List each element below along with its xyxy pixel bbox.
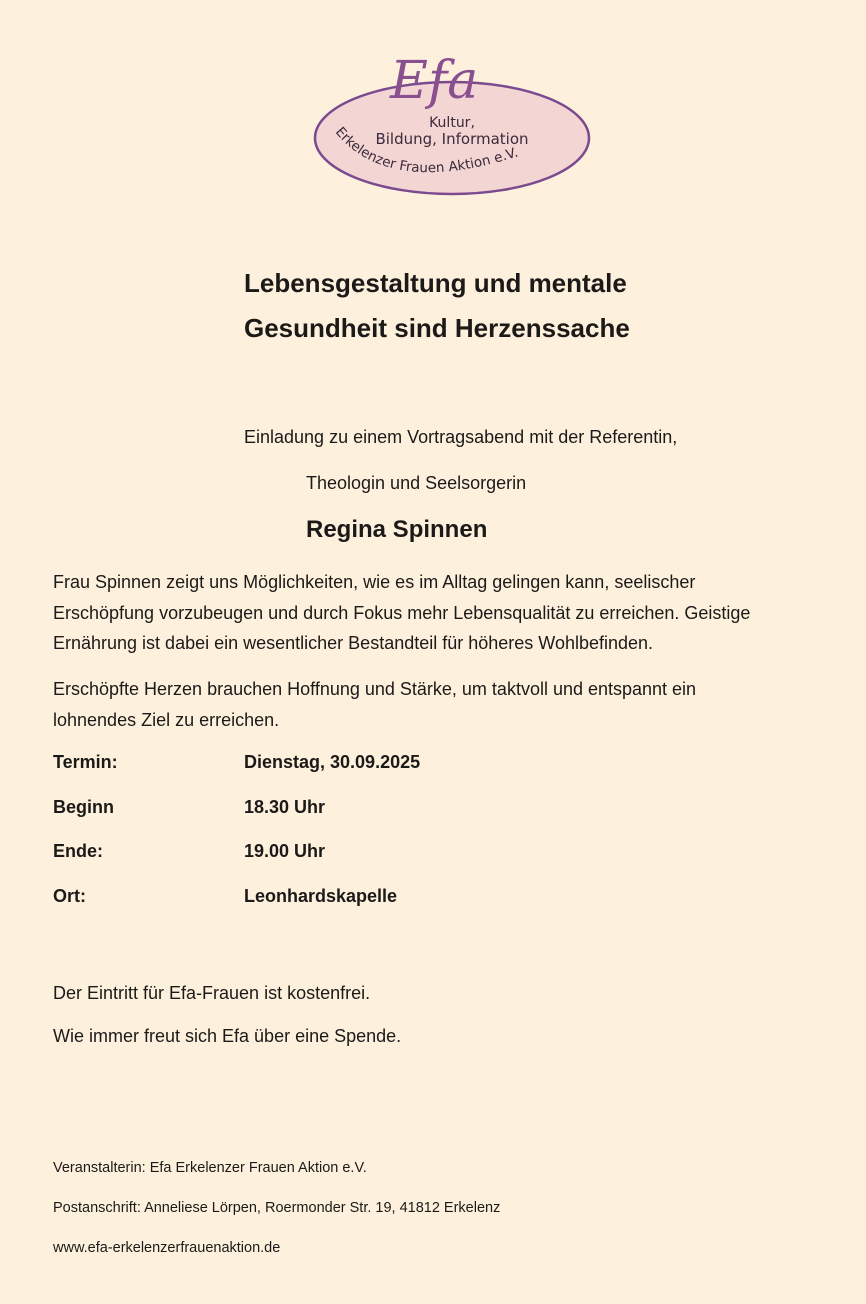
detail-label-ende: Ende: [53,841,104,861]
logo-tagline-1: Kultur, [429,115,475,131]
detail-label-beginn: Beginn [53,797,114,817]
detail-label-termin: Termin: [53,752,118,772]
footer-website-link[interactable]: www.efa-erkelenzerfrauenaktion.de [53,1240,281,1256]
paragraph-line: lohnendes Ziel zu erreichen. [53,709,280,730]
description-paragraph-1 [53,567,853,659]
donation-note: Wie immer freut sich Efa über eine Spende. [53,1026,402,1046]
logo-wordmark: Efa [390,51,479,111]
entry-note: Der Eintritt für Efa-Frauen ist kostenfrei. [53,983,371,1003]
page-title-line-1: Lebensgestaltung und mentale [244,268,627,298]
intro-line-2: Theologin und Seelsorgerin [306,473,527,493]
page-title-line-2: Gesundheit sind Herzenssache [244,313,630,343]
efa-logo [312,40,594,198]
footer-address: Postanschrift: Anneliese Lörpen, Roermonder Str. 19, 41812 Erkelenz [53,1200,501,1216]
paragraph-line: Ernährung ist dabei ein wesentlicher Bestandteil für höheres Wohlbefinden. [53,633,654,653]
paragraph-line: Frau Spinnen zeigt uns Möglichkeiten, wie es im Alltag gelingen kann, seelischer [53,572,696,592]
detail-value-ende: 19.00 Uhr [244,841,326,861]
footer-organizer: Veranstalterin: Efa Erkelenzer Frauen Aktion e.V. [53,1160,367,1176]
description-paragraph-2 [53,674,853,735]
speaker-name: Regina Spinnen [306,516,488,543]
intro-line-1: Einladung zu einem Vortragsabend mit der Referentin, [244,427,678,447]
logo-arc-text: Erkelenzer Frauen Aktion e.V. [331,124,521,177]
paragraph-line: Erschöpfte Herzen brauchen Hoffnung und Stärke, um taktvoll und entspannt ein [53,679,697,699]
detail-label-ort: Ort: [53,886,86,906]
detail-value-ort: Leonhardskapelle [244,886,398,906]
detail-value-beginn: 18.30 Uhr [244,797,326,817]
detail-value-termin: Dienstag, 30.09.2025 [244,752,421,772]
paragraph-line: Erschöpfung vorzubeugen und durch Fokus mehr Lebensqualität zu erreichen. Geistige [53,602,751,623]
logo-tagline-2: Bildung, Information [375,130,529,148]
